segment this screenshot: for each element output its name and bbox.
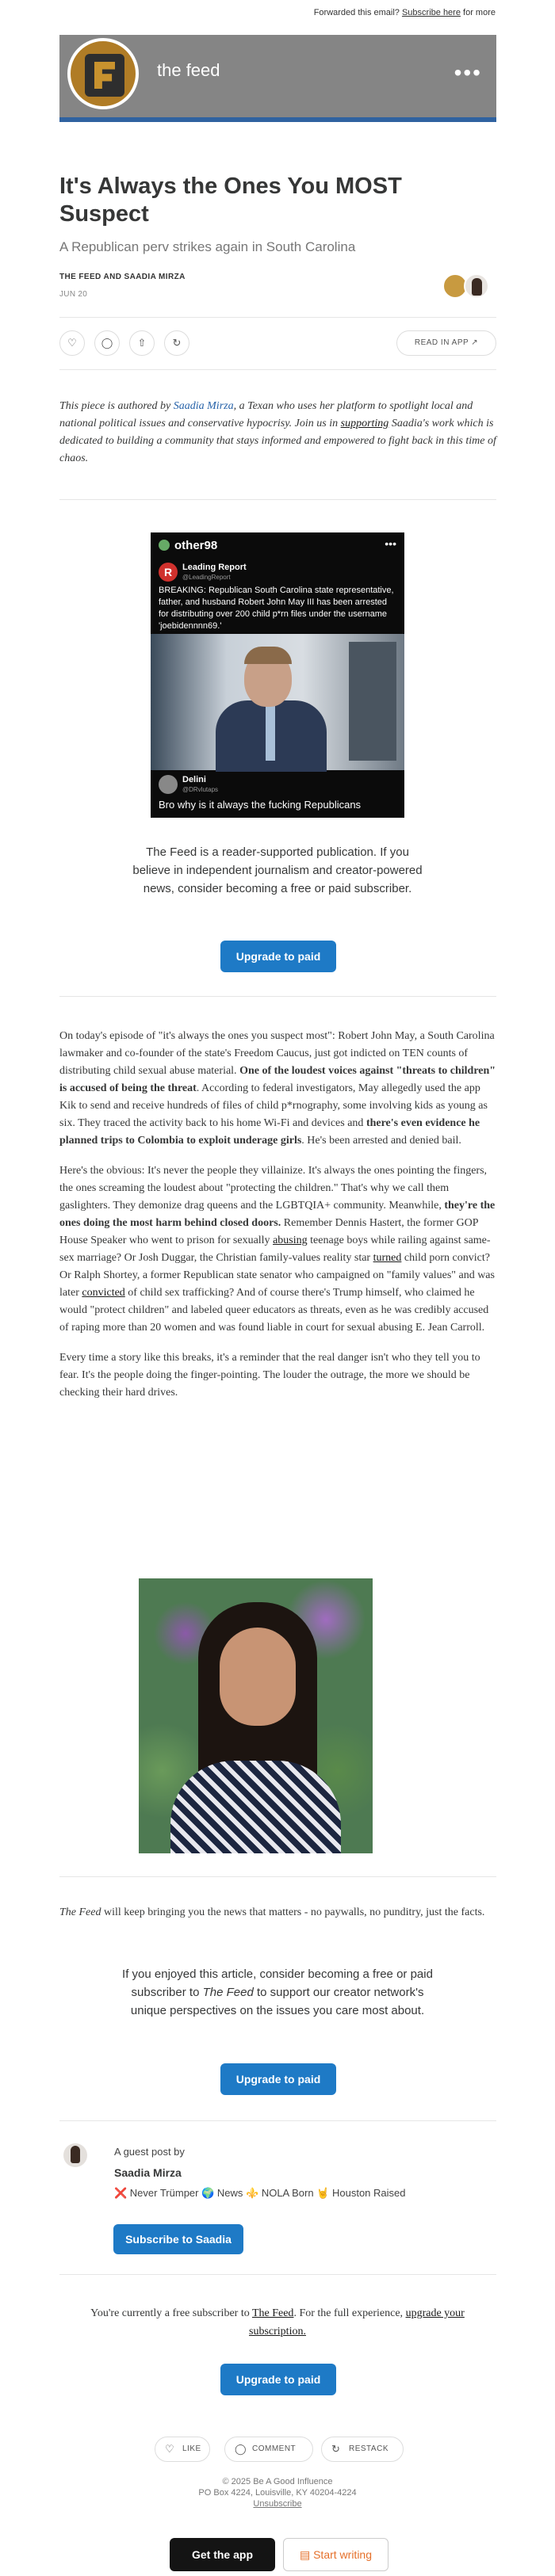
the-feed-link[interactable]: The Feed	[251, 2307, 294, 2319]
copyright: © 2025 Be A Good Influence	[222, 2477, 333, 2486]
menu-icon[interactable]: •••	[454, 60, 482, 85]
abusing-link[interactable]: abusing	[273, 1235, 308, 1246]
turned-link[interactable]: turned	[373, 1252, 402, 1264]
get-the-app-button[interactable]: Get the app	[170, 2538, 275, 2571]
restack-button[interactable]: ↻ RESTACK	[321, 2437, 404, 2462]
forward-prefix: Forwarded this email?	[313, 8, 400, 17]
post-title[interactable]: It's Always the Ones You MOST Suspect	[59, 174, 402, 227]
embed-account-name: other98	[174, 539, 218, 552]
divider	[59, 996, 496, 997]
subscribe-to-saadia-button[interactable]: Subscribe to Saadia	[113, 2224, 243, 2254]
author-avatar[interactable]	[464, 273, 489, 299]
upgrade-to-paid-button[interactable]: Upgrade to paid	[220, 2364, 336, 2395]
account-icon	[159, 540, 170, 551]
divider	[59, 369, 496, 370]
comment-icon: ◯	[235, 2443, 247, 2455]
guest-author-name[interactable]: Saadia Mirza	[114, 2166, 182, 2179]
paragraph: Every time a story like this breaks, it's a reminder that the real danger isn't who they tell you to fear. It's the people doing the finger-pointing. The louder the outrage, the more we should be checking their hard drives.	[59, 1352, 480, 1399]
divider	[59, 317, 496, 318]
support-message: The Feed is a reader-supported publication. If you believe in independent journalism and creator-powered news, consider becoming a free or paid subscriber.	[132, 845, 423, 895]
post-byline[interactable]: THE FEED AND SAADIA MIRZA	[59, 273, 186, 281]
footer	[159, 2476, 396, 2509]
unsubscribe-link[interactable]: Unsubscribe	[253, 2499, 302, 2509]
embed-text: BREAKING: Republican South Carolina state representative, father, and husband Robert John May III has been arrested for distributing over 200 child p*rn files under the username 'joebidennnn69.'	[159, 586, 394, 631]
guest-post-label: A guest post by	[114, 2146, 185, 2158]
news-photo	[151, 634, 404, 770]
divider	[59, 2120, 496, 2121]
restack-icon: ↻	[331, 2443, 341, 2455]
intro-text: , a Texan who uses her platform to spotlight local and national political issues and conservative hypocrisy. Join us in	[59, 400, 473, 429]
upgrade-to-paid-button[interactable]: Upgrade to paid	[220, 2063, 336, 2095]
author-link[interactable]: Saadia Mirza	[173, 400, 234, 412]
convicted-link[interactable]: convicted	[82, 1287, 125, 1299]
more-icon: •••	[385, 537, 396, 550]
divider	[59, 499, 496, 500]
divider	[59, 2274, 496, 2275]
read-in-app-button[interactable]: READ IN APP ↗	[396, 330, 496, 356]
supporting-link[interactable]: supporting	[340, 418, 389, 429]
like-icon[interactable]: ♡	[59, 330, 85, 356]
comment-button[interactable]: ◯ COMMENT	[224, 2437, 313, 2462]
upgrade-subscription-link[interactable]: upgrade your subscription.	[249, 2307, 465, 2337]
closing-note: The Feed will keep bringing you the news that matters - no paywalls, no punditry, just the facts.	[59, 1906, 485, 1918]
leading-report-logo: R	[159, 563, 178, 582]
publication-name[interactable]: the feed	[157, 60, 220, 80]
reply-avatar	[159, 775, 178, 794]
paragraph: On today's episode of "it's always the ones you suspect most": Robert John May, a South Carolina lawmaker and co-founder of the state's Freedom Caucus, just got indicted on TEN counts of distributing child sexual abuse material. One of the loudest voices against "threats to children" is accused of being the threat. According to federal investigators, May allegedly used the app Kik to send and receive hundreds of files of child p*rnography, some involving kids as young as six. They traced the activity back to his home Wi-Fi and devices and there's even evidence he planned trips to Colombia to exploit underage girls. He's been arrested and denied bail.	[59, 1030, 496, 1147]
subscribe-here-link[interactable]: Subscribe here	[401, 8, 461, 17]
embed-account	[159, 539, 217, 552]
upgrade-to-paid-button[interactable]: Upgrade to paid	[220, 941, 336, 972]
author-portrait-image[interactable]	[139, 1578, 373, 1853]
substack-icon: ▤	[299, 2548, 314, 2561]
free-subscriber-note: You're currently a free subscriber to The Feed. For the full experience, upgrade your subscription.	[90, 2307, 465, 2337]
reply-handle: @DRvlutaps	[182, 786, 219, 793]
restack-icon[interactable]: ↻	[164, 330, 189, 356]
forward-suffix: for more	[463, 8, 496, 17]
publication-header	[59, 35, 496, 122]
paragraph: Here's the obvious: It's never the people they villainize. It's always the ones pointing the fingers, the ones screaming the loudest about "protecting the children." That's why we call them gaslighters. They demonize drag queens and the LGBTQIA+ community. Meanwhile, they're the ones doing the most harm behind closed doors. Remember Dennis Hastert, the former GOP House Speaker who went to prison for sexually abusing teenage boys while railing against same-sex marriage? Or Josh Duggar, the Christian family-values reality star turned child porn convict? Or Ralph Shortey, a former Republican state senator who campaigned on "family values" and was later convicted of child sex trafficking? And of course there's Trump himself, who claimed he would "protect children" and labeled queer educators as threats, even as he was credibly accused of raping more than 20 women and was found liable in court for sexual abusing E. Jean Carroll.	[59, 1165, 496, 1334]
post-subtitle: A Republican perv strikes again in South Carolina	[59, 239, 356, 254]
embedded-post-image[interactable]	[151, 532, 404, 818]
reply-name: Delini	[182, 775, 206, 784]
divider	[59, 1876, 496, 1877]
publication-logo[interactable]	[67, 38, 139, 109]
guest-author-tags: ❌ Never Trümper 🌍 News ⚜️ NOLA Born 🤘 Houston Raised	[114, 2187, 406, 2199]
intro-note	[59, 398, 496, 467]
guest-author-avatar[interactable]	[63, 2143, 87, 2167]
forward-notice	[314, 8, 496, 17]
start-writing-button[interactable]: ▤ Start writing	[283, 2538, 388, 2571]
like-button[interactable]: ♡ LIKE	[155, 2437, 210, 2462]
heart-icon: ♡	[165, 2443, 175, 2455]
post-date: JUN 20	[59, 290, 88, 299]
article-body	[59, 1028, 496, 1414]
reply-caption: Bro why is it always the fucking Republicans	[159, 799, 362, 811]
postal-address: PO Box 4224, Louisville, KY 40204-4224	[198, 2488, 357, 2498]
source-handle: @LeadingReport	[182, 574, 231, 581]
share-icon[interactable]: ⇧	[129, 330, 155, 356]
intro-text: This piece is authored by	[59, 400, 174, 412]
comment-icon[interactable]: ◯	[94, 330, 120, 356]
source-name: Leading Report	[182, 563, 247, 572]
subscribe-appeal: If you enjoyed this article, consider becoming a free or paid subscriber to The Feed to support our creator network's unique perspectives on the issues you care most about.	[122, 1967, 433, 2017]
intro-text: Saadia's work which is dedicated to building a community that stays informed and empowered to fight back in this time of chaos.	[59, 418, 496, 464]
